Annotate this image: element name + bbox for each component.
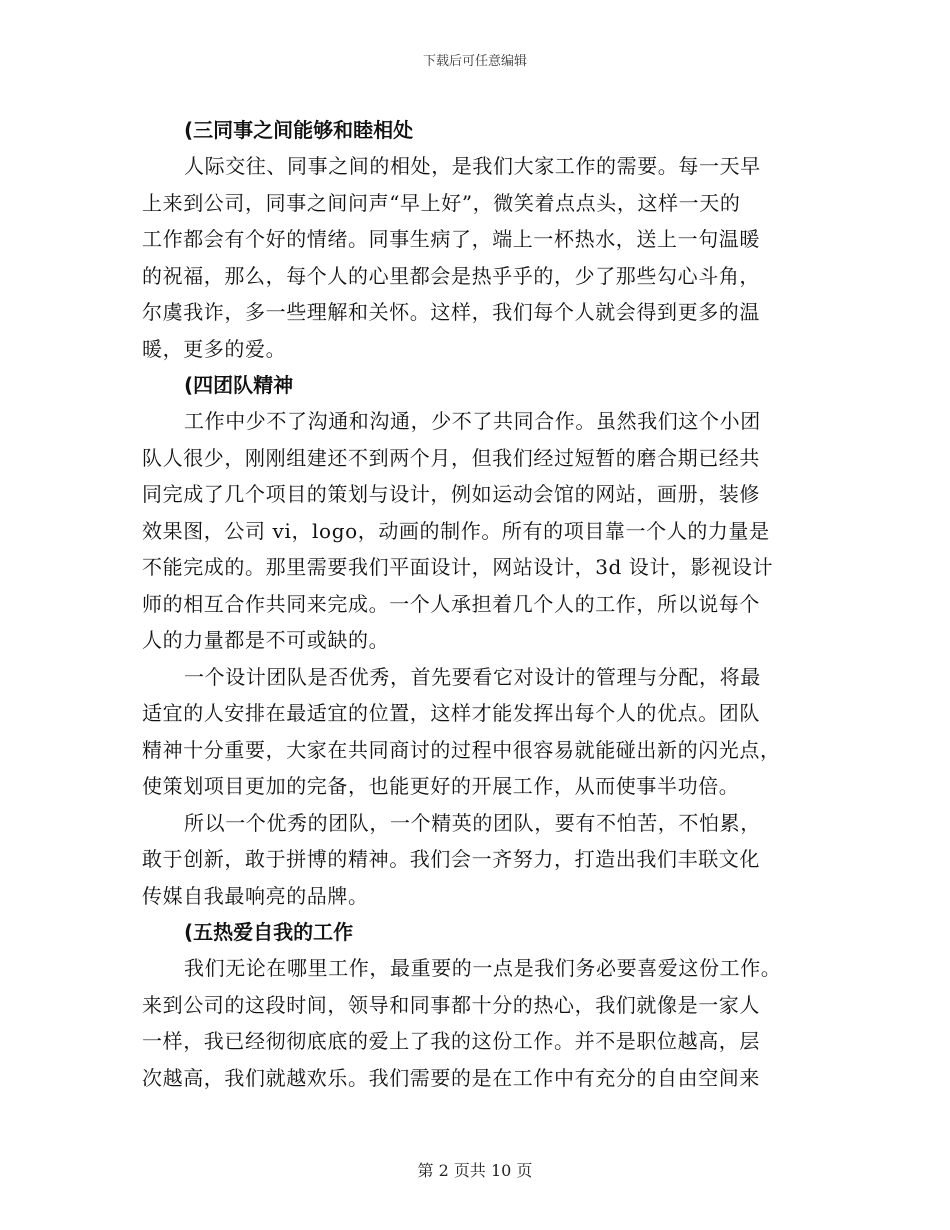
paragraph-line: 来到公司的这段时间，领导和同事都十分的热心，我们就像是一家人 [142,992,760,1017]
section-heading: (三同事之间能够和睦相处 [184,118,414,142]
page-header: 下载后可任意编辑 [422,54,527,69]
section-heading: (四团队精神 [184,373,294,397]
paragraph-line: 工作中少不了沟通和沟通，少不了共同合作。虽然我们这个小团 [184,409,761,433]
paragraph-line: 我们无论在哪里工作，最重要的一点是我们务必要喜爱这份工作。 [184,956,782,980]
paragraph-line: 效果图，公司 vi，logo，动画的制作。所有的项目靠一个人的力量是 [142,518,770,543]
paragraph-line: 精神十分重要，大家在共同商讨的过程中很容易就能碰出新的闪光点， [142,737,781,762]
paragraph-line: 敢于创新，敢于拼博的精神。我们会一齐努力，打造出我们丰联文化 [142,847,760,871]
paragraph-line: 队人很少，刚刚组建还不到两个月，但我们经过短暂的磨合期已经共 [142,445,760,470]
section-heading: (五热爱自我的工作 [184,920,354,944]
paragraph-line: 暖，更多的爱。 [142,336,287,361]
paragraph-line: 的祝福，那么，每个人的心里都会是热乎乎的，少了那些勾心斗角， [142,263,760,288]
paragraph-line: 上来到公司，同事之间问声“早上好”，微笑着点点头，这样一天的 [142,190,741,215]
paragraph-line: 所以一个优秀的团队，一个精英的团队，要有不怕苦，不怕累， [184,810,761,835]
paragraph-line: 人的力量都是不可或缺的。 [142,628,390,652]
paragraph-line: 不能完成的。那里需要我们平面设计，网站设计，3d 设计，影视设计 [142,555,774,579]
paragraph-line: 次越高，我们就越欢乐。我们需要的是在工作中有充分的自由空间来 [142,1065,760,1090]
paragraph-line: 一个设计团队是否优秀，首先要看它对设计的管理与分配，将最 [184,664,761,689]
page-footer: 第 2 页共 10 页 [417,1161,533,1180]
paragraph-line: 适宜的人安排在最适宜的位置，这样才能发挥出每个人的优点。团队 [142,701,760,725]
paragraph-line: 使策划项目更加的完备，也能更好的开展工作，从而使事半功倍。 [142,774,740,798]
document-body [142,112,812,1096]
paragraph-line: 一样，我已经彻彻底底的爱上了我的这份工作。并不是职位越高，层 [142,1029,760,1053]
paragraph-line: 师的相互合作共同来完成。一个人承担着几个人的工作，所以说每个 [142,591,760,616]
paragraph-line: 传媒自我最响亮的品牌。 [142,883,369,908]
paragraph-line: 尔虞我诈，多一些理解和关怀。这样，我们每个人就会得到更多的温 [142,300,760,324]
paragraph-line: 工作都会有个好的情绪。同事生病了，端上一杯热水，送上一句温暖 [142,227,760,251]
paragraph-line: 同完成了几个项目的策划与设计，例如运动会馆的网站，画册，装修 [142,482,760,506]
paragraph-line: 人际交往、同事之间的相处，是我们大家工作的需要。每一天早 [184,154,761,178]
